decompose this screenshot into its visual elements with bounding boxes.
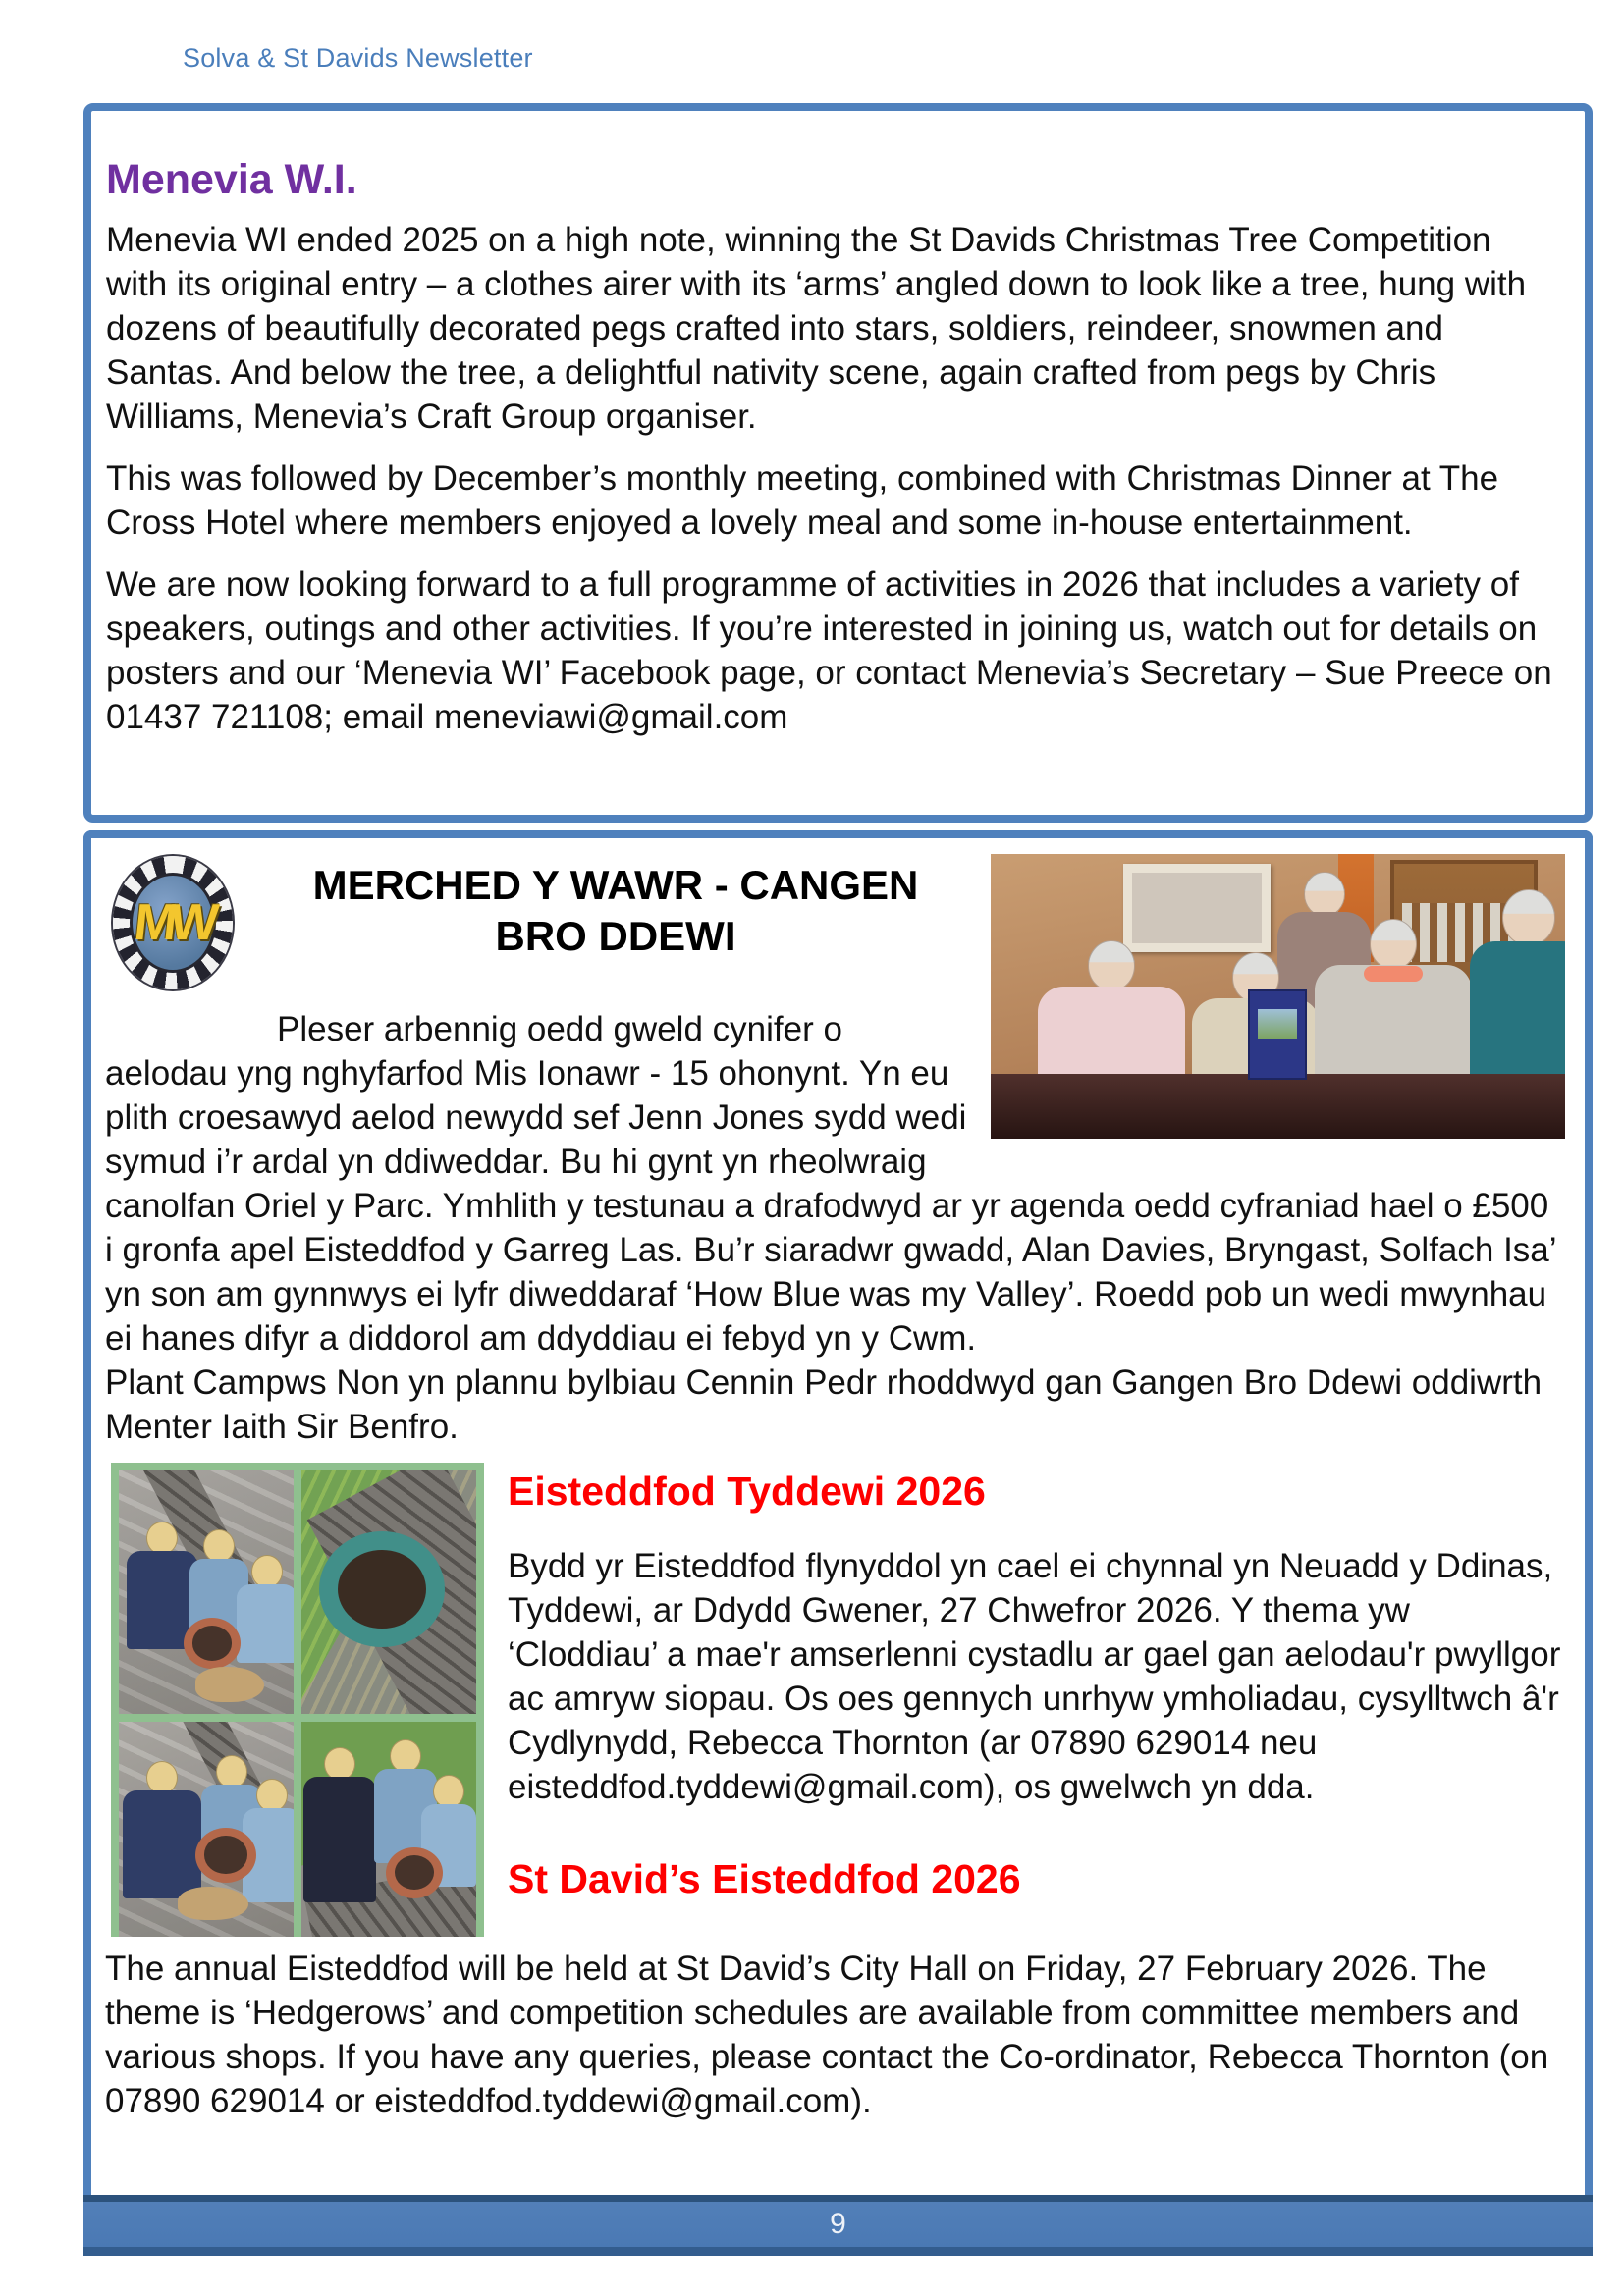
merched-paragraph-2: Plant Campws Non yn plannu bylbiau Cennin Pedr rhoddwyd gan Gangen Bro Ddewi oddiwrth Menter Iaith Sir Benfro.: [105, 1363, 1543, 1446]
merched-y-wawr-section: [83, 830, 1593, 2256]
photo-table: [991, 1074, 1565, 1139]
st-davids-eisteddfod-paragraph: The annual Eisteddfod will be held at St David’s City Hall on Friday, 27 February 2026. The theme is ‘Hedgerows’ and competition schedules are available from committee members and various shops. If you have any queries, please contact the Co-ordinator, Rebecca Thornton (on 07890 629014 or eisteddfod.tyddewi@gmail.com).: [105, 1949, 1549, 2120]
menevia-paragraph-2: This was followed by December’s monthly meeting, combined with Christmas Dinner at The Cross Hotel where members enjoyed a lovely meal and some in-house entertainment.: [106, 459, 1499, 542]
collage-cloth: [195, 1667, 264, 1702]
photo-person-collar: [1364, 966, 1423, 982]
menevia-section: [83, 103, 1593, 823]
collage-photo-bottom-right: [301, 1722, 476, 1937]
children-planting-photo-collage: [111, 1463, 484, 1937]
collage-child-head: [390, 1739, 421, 1773]
st-davids-eisteddfod-title: St David’s Eisteddfod 2026: [508, 1856, 1021, 1901]
photo-wall-picture: [1123, 864, 1271, 952]
collage-photo-bottom-left: [119, 1722, 294, 1937]
collage-child-body: [123, 1790, 201, 1898]
collage-child-body: [237, 1584, 294, 1663]
collage-pot-soil: [395, 1855, 435, 1890]
collage-pot-soil: [204, 1836, 246, 1873]
merched-paragraph-1: Pleser arbennig oedd gweld cynifer o aelodau yng nghyfarfod Mis Ionawr - 15 ohonynt. Yn eu plith croesawyd aelod newydd sef Jenn Jones sydd wedi symud i’r ardal yn ddiweddar. Bu hi gynt yn rheolwraig canolfan Oriel y Parc. Ymhlith y testunau a drafodwyd ar yr agenda oedd cyfraniad hael o £500 i gronfa apel Eisteddfod y Garreg Las. Bu’r siaradwr gwadd, Alan Davies, Bryngast, Solfach Isa’ yn son am gynnwys ei lyfr diweddaraf ‘How Blue was my Valley’. Roedd pob un wedi mwynhau ei hanes difyr a diddorol am ddyddiau ei febyd yn y Cwm.: [105, 1010, 1556, 1358]
collage-child-body: [303, 1777, 376, 1902]
collage-pot-soil: [338, 1550, 426, 1629]
eisteddfod-tyddewi-paragraph: Bydd yr Eisteddfod flynyddol yn cael ei chynnal yn Neuadd y Ddinas, Tyddewi, ar Ddydd Gwener, 27 Chwefror 2026. Y thema yw ‘Cloddiau’ a mae'r amserlenni cystadlu ar gael gan aelodau'r pwyllgor ac amryw siopau. Os oes gennych unrhyw ymholiadau, cysylltwch â'r Cydlynydd, Rebecca Thornton (ar 07890 629014 neu eisteddfod.tyddewi@gmail.com), os gwelwch yn dda.: [508, 1547, 1561, 1806]
merched-y-wawr-logo-icon: [113, 856, 233, 989]
logo-letters: MW: [131, 894, 215, 951]
menevia-title: Menevia W.I.: [106, 156, 357, 203]
collage-child-head: [146, 1761, 178, 1794]
collage-child-head: [256, 1779, 288, 1812]
menevia-paragraph-1: Menevia WI ended 2025 on a high note, winning the St Davids Christmas Tree Competition with its original entry – a clothes airer with its ‘arms’ angled down to look like a tree, hung with dozens of beautifully decorated pegs crafted into stars, soldiers, reindeer, snowmen and Santas. And below the tree, a delightful nativity scene, again crafted from pegs by Chris Williams, Menevia’s Craft Group organiser.: [106, 221, 1527, 436]
newsletter-header-title: Solva & St Davids Newsletter: [183, 43, 533, 73]
page-footer-bar: [83, 2195, 1593, 2256]
photo-person-head: [1088, 940, 1135, 991]
members-group-photo: [991, 854, 1565, 1139]
collage-child-head: [203, 1529, 235, 1563]
photo-person-head: [1370, 919, 1417, 970]
page-number: 9: [830, 2208, 846, 2240]
merched-title-line2: BRO DDEWI: [495, 913, 736, 959]
photo-person-head: [1502, 889, 1555, 946]
merched-title-line1: MERCHED Y WAWR - CANGEN: [312, 862, 919, 908]
menevia-paragraph-3: We are now looking forward to a full programme of activities in 2026 that includes a variety of speakers, outings and other activities. If you’re interested in joining us, watch out for details on posters and our ‘Menevia WI’ Facebook page, or contact Menevia’s Secretary – Sue Preece on 01437 721108; email meneviawi@gmail.com: [106, 565, 1552, 736]
collage-child-head: [146, 1522, 178, 1555]
collage-child: [123, 1761, 201, 1898]
eisteddfod-tyddewi-title: Eisteddfod Tyddewi 2026: [508, 1468, 986, 1514]
photo-blue-book: [1248, 989, 1307, 1080]
collage-flower-pot: [386, 1847, 443, 1898]
collage-child-head: [324, 1747, 355, 1781]
collage-photo-top-left: [119, 1470, 294, 1714]
collage-cloth: [178, 1887, 248, 1920]
collage-child-head: [433, 1775, 464, 1808]
photo-person-head: [1304, 872, 1345, 917]
collage-child: [237, 1555, 294, 1663]
collage-photo-top-right: [301, 1470, 476, 1714]
collage-teal-pot: [319, 1531, 445, 1647]
collage-pot-soil: [192, 1626, 233, 1660]
collage-flower-pot: [184, 1618, 241, 1669]
collage-flower-pot: [195, 1828, 256, 1883]
collage-child-head: [251, 1555, 283, 1588]
collage-child: [303, 1747, 376, 1902]
logo-inner-circle: [130, 873, 216, 973]
